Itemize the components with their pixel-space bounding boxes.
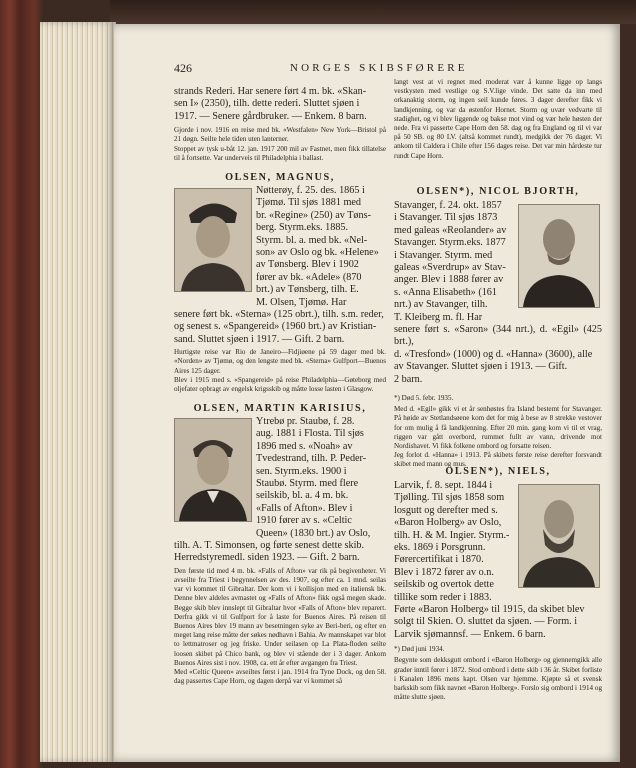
text-line: brt.) av Tønsberg, tilh. E.: [256, 284, 359, 296]
text-line: sand. Sluttet sjøen i 1917. — Gift. 2 barn.: [174, 333, 345, 345]
anecdote-text: Med «Celtic Queen» avseiltes først i jan. 1914 fra Tyne Dock, og den 58. dag passertes Cape Horn, og dagen derpå var vi kommet så: [174, 668, 386, 686]
text-line: eks. 1869 i Porsgrunn.: [394, 542, 486, 554]
entry-heading: OLSEN, MARTIN KARISIUS,: [193, 403, 367, 414]
text-line: M. Olsen, Tjømø. Har: [256, 296, 347, 308]
anecdote-text: Den første tid med 4 m. bk. «Falls of Afton» var rik på begivenheter. Vi avseilte fra Triest i begynnelsen av des. 1907, og efter ca. 1 mnd. seilas var vi kommet til Gibraltar. Der kom vi i kollisjon med en italiensk bk. Denne blev aldeles avmastet og «Falls of Afton» fikk også megen skade. Begge skib blev innslept til Gibraltar hvor «Falls of Afton» blev reparert. Derfra gikk vi til Gulfport for å laste for Buenos Aires. På reisen til Buenos Aires blev 19 mann av besetningen syke av Beri-beri, og efter en meget lang reise måtte der søkes nødhavn i Bahia. Av mannskapet var blot to lettmatroser og jeg friske. Under seilasen op La Plata-floden seilte loosen skibet på Chico bank, og blev vi stående der i 3 dager. Ankom Buenos Aires sist i nov. 1908, ca. ett år efter avgangen fra Triest.: [174, 566, 386, 667]
bio-martin: [256, 416, 386, 540]
page-edges: [40, 22, 116, 762]
text-line: T. Kleiberg m. fl. Har: [394, 311, 483, 323]
text-line: senere ført bk. «Sterna» (125 obrt.), tilh. s.m. reder,: [174, 309, 384, 320]
text-line: berg. Styrm.eks. 1885.: [256, 222, 349, 234]
entry-heading: OLSEN*), NIELS,: [445, 466, 551, 477]
portrait-photo: [518, 484, 600, 588]
right-top: [394, 78, 602, 161]
text-line: Styrm. bl. a. med bk. «Nel-: [256, 234, 368, 246]
portrait-photo: [518, 204, 600, 308]
portrait-photo: [174, 418, 252, 522]
anecdote-text: Blev i 1915 med s. «Spangereid» på reise Philadelphia—Gøteborg med oljefater opbragt av engelsk krigsskib og måtte losse lasten i Glasgow.: [174, 375, 386, 394]
text-line: Tjømø. Til sjøs 1881 med: [256, 197, 362, 209]
text-line: 1896 med s. «Noah» av: [256, 440, 353, 452]
text-line: Førercertifikat i 1870.: [394, 554, 484, 566]
bio-magnus: [256, 185, 386, 309]
text-line: Larvik sjømannsf. — Enkem. 6 barn.: [394, 628, 546, 640]
text-line: av Tønsberg. Blev i 1902: [256, 259, 359, 271]
text-line: nrt.) av Stavanger, tilh.: [394, 299, 488, 311]
text-line: tilh. H. & M. Ingier. Styrm.-: [394, 529, 510, 541]
text-line: seilskib og overtok dette: [394, 579, 494, 591]
anecdote-text: Begynte som dekksgutt ombord i «Baron Holberg» og gjennemgikk alle grader inntil fører i 1872. Stod ombord i dette skib i 36 år. Skibet forliste i Kanalen 1896 mens kapt. Olsen var hjemme. Kjøpte så et svensk barkskib som fikk navnet «Baron Holberg». Forslo sig ombord i 1914 og måtte slutte sjøen.: [394, 656, 602, 702]
text-line: s. «Anna Elisabeth» (161: [394, 286, 497, 298]
text-line: av Stavanger. Sluttet sjøen i 1913. — Gift.: [394, 361, 568, 373]
text-line: aug. 1881 i Flosta. Til sjøs: [256, 428, 364, 440]
footnote: *) Død juni 1934.: [394, 645, 445, 654]
page-number: 426: [174, 61, 192, 75]
bio-magnus-cont: [174, 309, 386, 394]
text-line: br. «Regine» (250) av Tøns-: [256, 209, 371, 221]
anecdote-text: langt vest at vi regnet med moderat vær å kunne ligge op langs vestkysten med vestlige og S.V.lige vinde. Det satte da inn med orkanaktig storm, og ingen seil kunde føres. 3 dager derefter fikk vi landkjenning, og var da østenfor Hornet. Storm og uvær vedvarte til stadighet, og vi blev liggende og bakse mot vind og vær hele høsten der nede. Fra vi passerte Cape Horn den 58. dag og fra England og til vi var på 50 SB. og 80 LV. (altså kommet rundt), medgikk der 76 dager. Vi ankom til Caldera i Chile efter 156 dages reise. Det var min hårdeste tur rundt Cape Horn.: [394, 78, 602, 160]
text-line: og senest s. «Spangereid» (1960 brt.) av Kristian-: [174, 321, 377, 333]
footnote: *) Død 5. febr. 1935.: [394, 394, 454, 403]
anecdote-text: Gjorde i nov. 1916 en reise med bk. «Westfalen» New York—Bristol på 21 døgn. Seilte hele tiden uten lanterner.: [174, 126, 386, 144]
text-line: senere ført s. «Saron» (344 nrt.), d. «Egil» (425 brt.),: [394, 324, 602, 348]
text-line: Ytrebø pr. Staubø, f. 28.: [256, 416, 355, 427]
left-intro: [174, 86, 386, 163]
background-strip: [110, 0, 636, 24]
text-line: tillike som reder i 1883.: [394, 591, 492, 603]
text-line: seilskib, bl. a. 4 m. bk.: [256, 490, 349, 502]
text-line: fører av bk. «Adele» (870: [256, 271, 362, 283]
bio-martin-cont: [174, 540, 386, 686]
text-line: sen I» (2350), tilh. dette rederi. Sluttet sjøen i: [174, 98, 360, 110]
text-line: anger. Blev i 1888 fører av: [394, 274, 504, 286]
text-line: tilh. A. T. Simonsen, og førte senest dette skib.: [174, 540, 365, 551]
text-line: galeas «Sverdrup» av Stav-: [394, 262, 506, 274]
text-line: i Stavanger. Til sjøs 1873: [394, 212, 498, 224]
anecdote-text: Hurtigste reise var Rio de Janeiro—Fidjiøene på 59 dager med bk. «Norden» av Tjømø, og den lengste med bk. «Sterna» Gulfport—Buenos Aires 125 dager.: [174, 348, 386, 375]
bio-nicol-cont: [394, 324, 602, 470]
text-line: Tvedestrand, tilh. P. Peder-: [256, 453, 367, 465]
text-line: Herredstyremedl. siden 1923. — Gift. 2 barn.: [174, 552, 360, 564]
bio-niels: [394, 480, 514, 604]
text-line: 1910 fører av s. «Celtic: [256, 515, 352, 527]
running-head: NORGES SKIBSFØRERE: [290, 62, 468, 74]
anecdote-text: Stoppet av tysk u-båt 12. jan. 1917 200 mil av Fastnet, men fikk tillatelse til å fortsette. Var underveis til Philadelphia i ballast.: [174, 144, 386, 162]
text-line: «Falls of Afton». Blev i: [256, 502, 353, 514]
text-line: Nøtterøy, f. 25. des. 1865 i: [256, 185, 365, 196]
text-line: sen. Styrm.eks. 1900 i: [256, 465, 347, 477]
text-line: strands Rederi. Har senere ført 4 m. bk. «Skan-: [174, 86, 367, 97]
background-strip-right: [620, 24, 636, 768]
text-line: Queen» (1830 brt.) av Oslo,: [256, 527, 371, 539]
text-line: med galeas «Reolander» av: [394, 224, 507, 236]
text-line: d. «Tresfond» (1000) og d. «Hanna» (3600), alle: [394, 348, 593, 360]
text-line: Tjølling. Til sjøs 1858 som: [394, 492, 505, 504]
text-line: 2 barn.: [394, 373, 423, 385]
text-line: Stavanger. Styrm.eks. 1877: [394, 237, 506, 249]
text-line: solgt til Skien. O. sluttet da sjøen. — Form. i: [394, 616, 578, 628]
text-line: 1917. — Senere gårdbruker. — Enkem. 8 barn.: [174, 110, 367, 122]
text-line: i Stavanger. Styrm. med: [394, 249, 493, 261]
bio-niels-cont: [394, 604, 602, 702]
text-line: Blev i 1872 fører av o.n.: [394, 566, 494, 578]
entry-heading: OLSEN, MAGNUS,: [225, 172, 335, 183]
text-line: losgutt og derefter med s.: [394, 504, 498, 516]
portrait-photo: [174, 188, 252, 292]
bio-nicol: [394, 200, 514, 324]
text-line: Larvik, f. 8. sept. 1844 i: [394, 480, 493, 491]
text-line: Stavanger, f. 24. okt. 1857: [394, 200, 502, 211]
entry-heading: OLSEN*), NICOL BJORTH,: [416, 186, 580, 197]
text-line: Staubø. Styrm. med flere: [256, 478, 359, 490]
text-line: «Baron Holberg» av Oslo,: [394, 517, 502, 529]
anecdote-text: Med d. «Egil» gikk vi et år senhøstes fra Island bestemt for Stavanger. På høide av Stetlandsøene kom det for mig å bese av 8 strekke vestover for om mulig å få landkjenning. Efter 20 min. gang kom vi til et vrag, riggen var gått overbord, rummet fullt av vann, drivende mot Nordishavet. Vi fikk folkene ombord og forsatte reisen.: [394, 405, 602, 451]
anecdote-text: Jeg forlot d. «Hanna» i 1913. På skibets første reise derefter forsvandt skibet med mann og mus.: [394, 451, 602, 469]
text-line: son» av Oslo og bk. «Helene»: [256, 247, 379, 259]
text-line: Førte «Baron Holberg» til 1915, da skibet blev: [394, 604, 585, 615]
